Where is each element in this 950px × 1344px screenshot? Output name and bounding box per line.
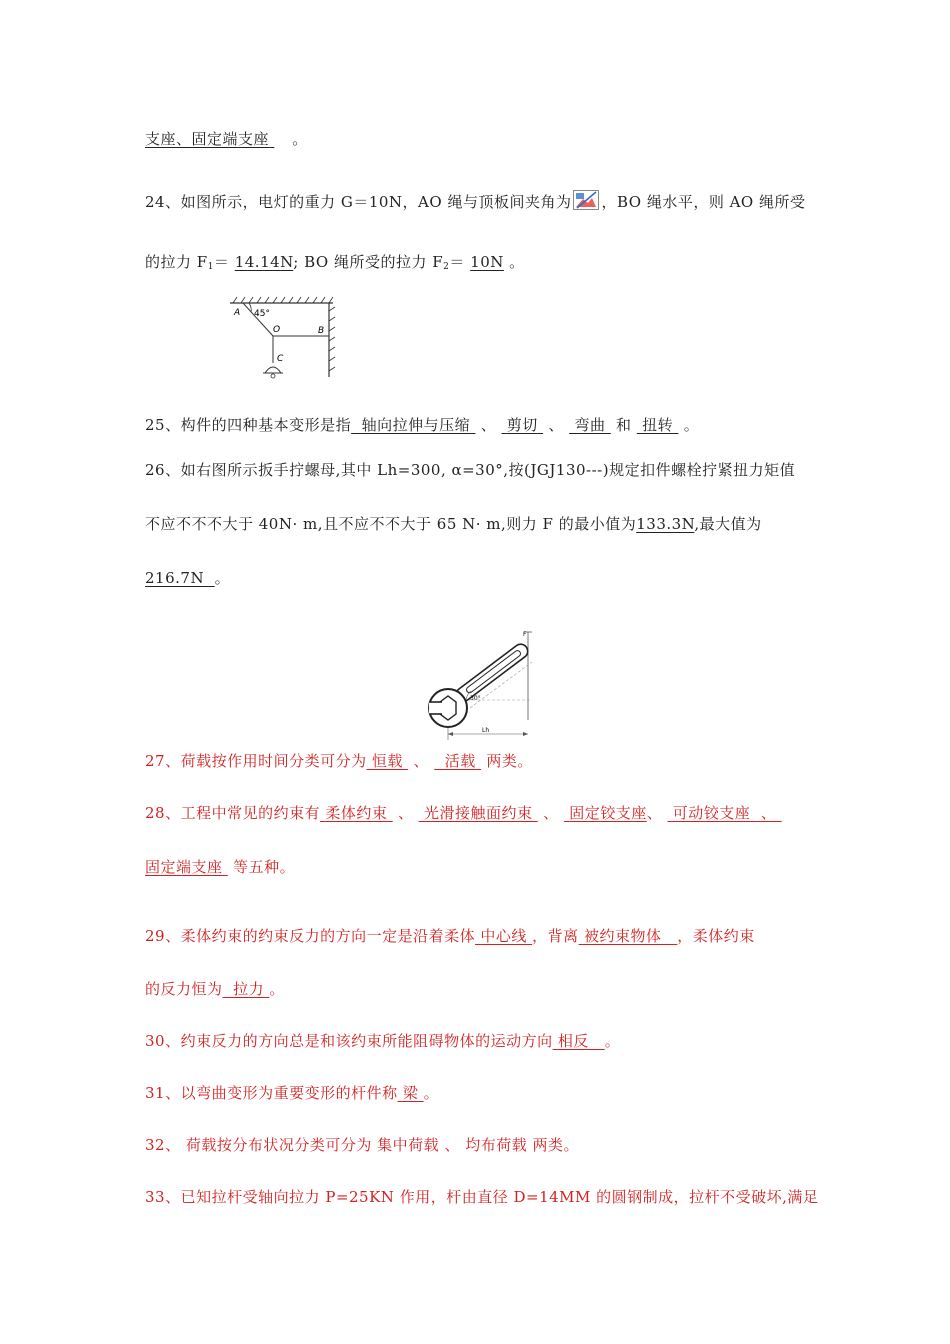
q24-fig-angle: 45° (254, 309, 270, 319)
q24-line-1 (145, 190, 806, 212)
broken-image-icon (573, 190, 599, 210)
q26-line-1: 26、如右图所示扳手拧螺母,其中 Lh=300, α=30°,按(JGJ130---)规定扣件螺栓拧紧扭力矩值 (145, 461, 796, 479)
q29-text: 29、柔体约束的约束反力的方向一定是沿着柔体 (145, 927, 476, 945)
q32-sep: 、 (444, 1136, 460, 1154)
q27-end: 两类。 (486, 752, 533, 770)
q28-line-2 (145, 856, 295, 877)
q28-answer-2: 光滑接触面约束 (424, 804, 533, 822)
q29-answer-2: 被约束物体 (583, 927, 662, 945)
q32-answer-2: 均布荷载 (465, 1136, 528, 1154)
q32-answer-1: 集中荷载 (377, 1136, 440, 1154)
q29-mid: ，背离 (532, 927, 579, 945)
q29-answer-1: 中心线 (480, 927, 527, 945)
q31-text: 31、以弯曲变形为重要变形的杆件称 (145, 1084, 398, 1102)
q31-answer: 梁 (402, 1084, 419, 1102)
q26-text-b: ,最大值为 (694, 515, 762, 533)
q28-line-1 (145, 802, 782, 823)
q28-answer-4: 可动铰支座 (672, 804, 751, 822)
q25-sep-2: 、 (548, 416, 564, 434)
q32-line (145, 1134, 579, 1155)
q26-fig-length: Lh (482, 727, 490, 734)
q26-answer-1: 133.3N (636, 515, 695, 533)
q25-sep-3: 和 (616, 416, 632, 434)
q26-wrench-figure (420, 628, 550, 742)
q31-line (145, 1082, 439, 1103)
q28-answer-3: 固定铰支座 (569, 804, 647, 822)
q24-line-2 (145, 251, 525, 272)
q26-answer-2: 216.7N (145, 569, 205, 587)
q27-text: 27、荷载按作用时间分类可分为 (145, 752, 367, 770)
q27-line (145, 750, 533, 771)
q26-fig-force: F (523, 631, 527, 638)
q28-end: 等五种。 (233, 858, 296, 876)
q26-end: 。 (214, 569, 231, 587)
q24-end: 。 (509, 253, 525, 271)
q30-answer: 相反 (557, 1032, 589, 1050)
q24-text-d: ; BO 绳所受的拉力 F (293, 253, 444, 271)
q25-end: 。 (683, 416, 700, 434)
q29-text-2: 的反力恒为 (145, 980, 223, 998)
q26-text-a: 不应不不不大于 40N· m,且不应不不大于 65 N· m,则力 F 的最小值为 (145, 515, 637, 533)
q25-answer-2: 剪切 (506, 416, 538, 434)
q24-figure (225, 293, 345, 383)
q28-sep-2: 、 (543, 804, 559, 822)
q29-line-1 (145, 925, 755, 946)
q25-sep-1: 、 (480, 416, 497, 434)
q24-fig-label-a: A (234, 308, 241, 318)
q27-answer-1: 恒载 (371, 752, 403, 770)
q30-end: 。 (604, 1032, 621, 1050)
q30-line (145, 1030, 620, 1051)
q24-eq-1: ＝ (213, 253, 230, 271)
q24-sub-1: 1 (207, 262, 214, 272)
q24-answer-1: 14.14N (234, 253, 294, 271)
q28-answer-1: 柔体约束 (325, 804, 388, 822)
q27-answer-2: 活载 (444, 752, 476, 770)
q24-fig-label-b: B (318, 326, 325, 336)
q28-answer-5: 固定端支座 (145, 858, 223, 876)
q27-sep: 、 (413, 752, 429, 770)
q24-sub-2: 2 (443, 262, 450, 272)
q28-sep-1: 、 (397, 804, 414, 822)
q24-text-c: 的拉力 F (145, 253, 208, 271)
q32-end: 两类。 (532, 1136, 580, 1154)
q33-line: 33、已知拉杆受轴向拉力 P=25KN 作用，杆由直径 D=14MM 的圆钢制成，拉杆不受破坏,满足 (145, 1188, 819, 1206)
q25-answer-3: 弯曲 (574, 416, 606, 434)
q25-answer-4: 扭转 (642, 416, 674, 434)
q24-answer-2: 10N (470, 253, 504, 271)
q29-line-2 (145, 978, 285, 999)
q28-sep-4: 、 (760, 804, 777, 822)
q24-eq-2: ＝ (449, 253, 465, 271)
q23-end: 。 (292, 130, 308, 148)
q26-line-2 (145, 513, 762, 534)
q32-text: 32、 荷载按分布状况分类可分为 (145, 1136, 372, 1154)
q23-answer: 支座、固定端支座 (145, 130, 270, 148)
q24-fig-label-c: C (277, 354, 284, 364)
q29-end: 。 (269, 980, 285, 998)
q25-line (145, 414, 699, 435)
q24-text-b: ，BO 绳水平，则 AO 绳所受 (601, 193, 806, 211)
q24-text-a: 24、如图所示，电灯的重力 G＝10N，AO 绳与顶板间夹角为 (145, 193, 572, 211)
q31-end: 。 (423, 1084, 440, 1102)
q26-line-3 (145, 567, 230, 588)
q30-text: 30、约束反力的方向总是和该约束所能阻碍物体的运动方向 (145, 1032, 553, 1050)
q26-fig-angle: 30° (470, 695, 481, 702)
q29-mid-2: ，柔体约束 (677, 927, 755, 945)
q28-text: 28、工程中常见的约束有 (145, 804, 321, 822)
q23-line (145, 128, 308, 149)
q24-fig-label-o: O (273, 325, 281, 335)
q25-text: 25、构件的四种基本变形是指 (145, 416, 352, 434)
q29-answer-3: 拉力 (233, 980, 265, 998)
q28-sep-3: 、 (646, 804, 663, 822)
q25-answer-1: 轴向拉伸与压缩 (361, 416, 471, 434)
